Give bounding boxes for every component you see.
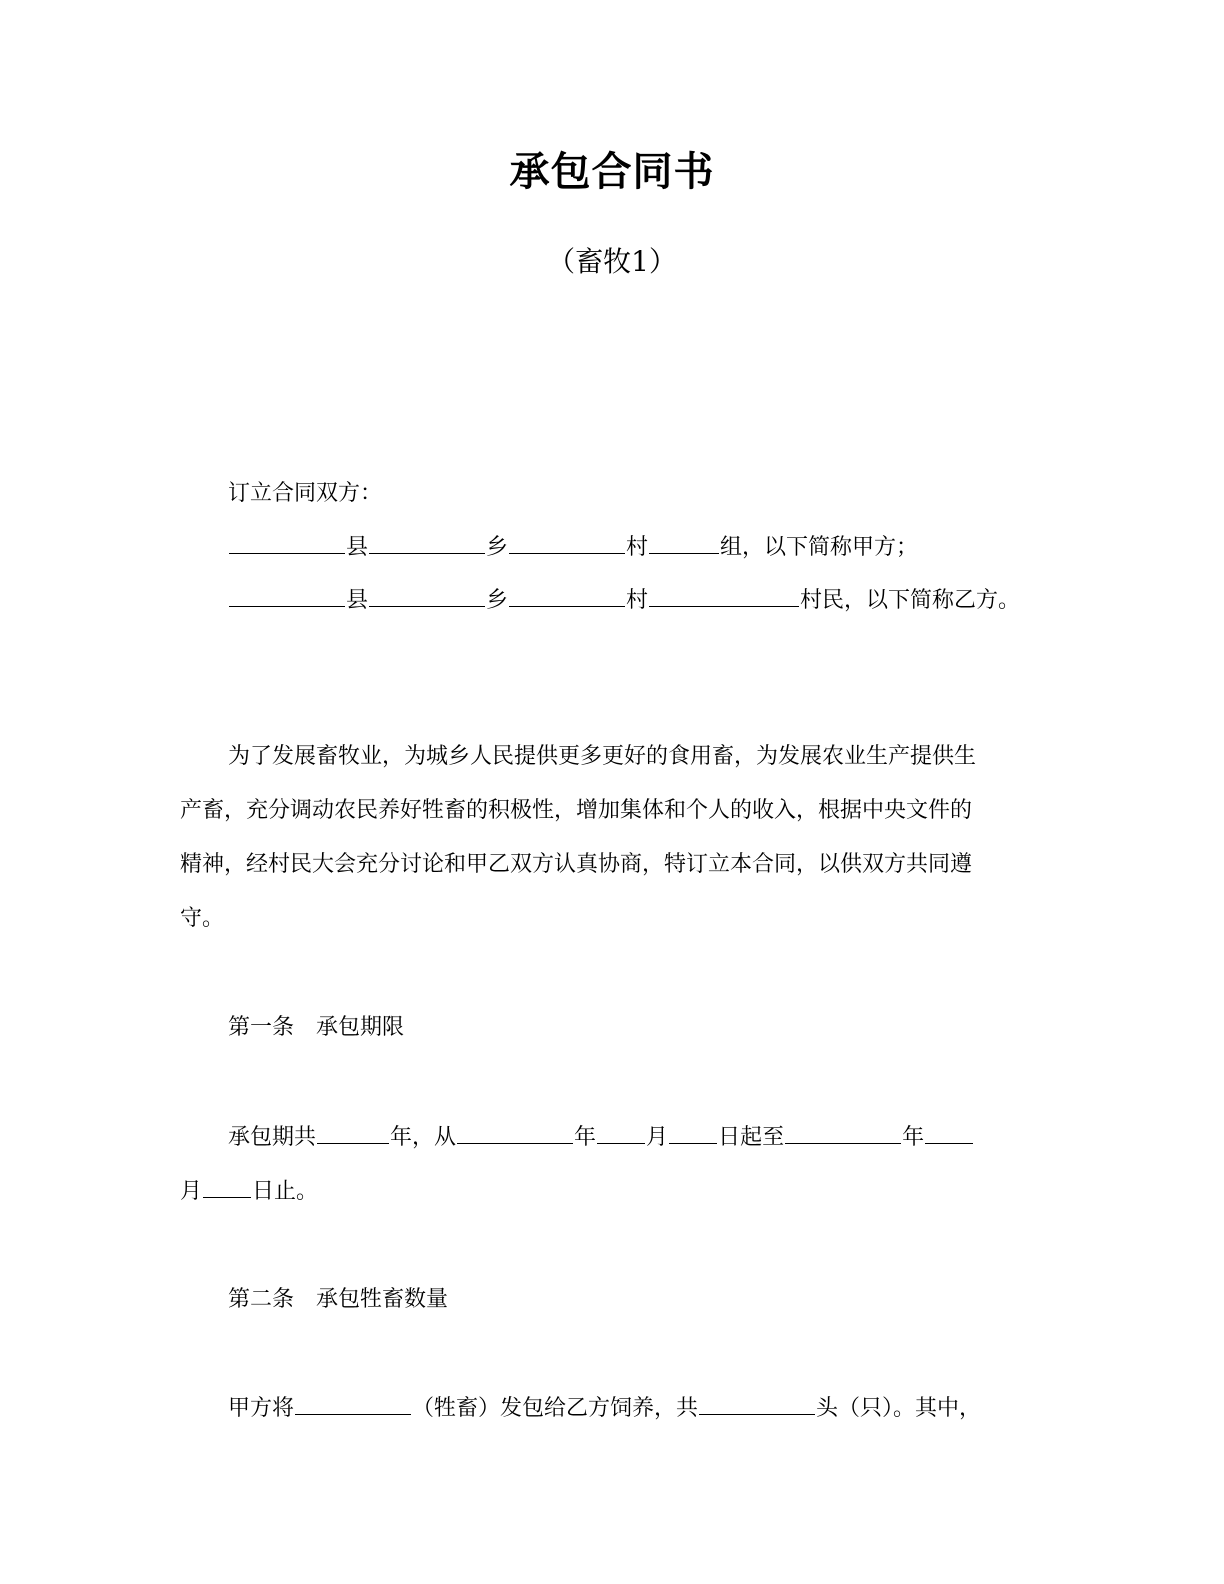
blank-field[interactable]	[597, 1121, 645, 1144]
label-township: 乡	[486, 588, 509, 613]
label-village: 村	[626, 588, 649, 613]
blank-field[interactable]	[229, 584, 345, 607]
label-group: 组，以下简称甲方；	[720, 535, 919, 560]
blank-field[interactable]	[457, 1121, 573, 1144]
article-1-heading: 第一条 承包期限	[228, 1015, 405, 1040]
blank-field[interactable]	[317, 1121, 389, 1144]
blank-field[interactable]	[509, 531, 625, 554]
label-village: 村	[626, 535, 649, 560]
parties-intro: 订立合同双方：	[228, 481, 383, 506]
text: 日起至	[718, 1125, 785, 1150]
blank-field[interactable]	[229, 531, 345, 554]
label-township: 乡	[486, 535, 509, 560]
label-villager: 村民，以下简称乙方。	[800, 588, 1021, 613]
text: 日止。	[252, 1179, 319, 1204]
document-title: 承包合同书	[509, 149, 715, 195]
blank-field[interactable]	[669, 1121, 717, 1144]
blank-field[interactable]	[203, 1175, 251, 1198]
party-b-line	[228, 584, 1088, 617]
blank-field[interactable]	[699, 1392, 815, 1415]
preamble-line-2: 产畜，充分调动农民养好牲畜的积极性，增加集体和个人的收入，根据中央文件的	[180, 798, 973, 823]
text: 月	[646, 1125, 669, 1150]
document-subtitle: （畜牧1）	[547, 245, 677, 278]
blank-field[interactable]	[369, 584, 485, 607]
text: 年	[574, 1125, 597, 1150]
text: 甲方将	[228, 1396, 295, 1421]
preamble-line-4: 守。	[180, 906, 225, 931]
label-county: 县	[346, 588, 369, 613]
text: 承包期共	[228, 1125, 317, 1150]
blank-field[interactable]	[509, 584, 625, 607]
blank-field[interactable]	[925, 1121, 973, 1144]
preamble-line-3: 精神，经村民大会充分讨论和甲乙双方认真协商，特订立本合同，以供双方共同遵	[180, 852, 973, 877]
blank-field[interactable]	[295, 1392, 411, 1415]
text: 月	[180, 1179, 203, 1204]
blank-field[interactable]	[369, 531, 485, 554]
text: （牲畜）发包给乙方饲养，共	[412, 1396, 699, 1421]
article-2-heading: 第二条 承包牲畜数量	[228, 1287, 449, 1312]
article-1-line-1	[228, 1121, 1088, 1154]
party-a-line	[228, 531, 1088, 564]
text: 年	[902, 1125, 925, 1150]
blank-field[interactable]	[649, 531, 719, 554]
text: 年，从	[390, 1125, 457, 1150]
preamble-line-1: 为了发展畜牧业，为城乡人民提供更多更好的食用畜，为发展农业生产提供生	[228, 744, 977, 769]
text: 头（只）。其中，	[816, 1396, 982, 1421]
article-1-line-2	[180, 1175, 1040, 1208]
blank-field[interactable]	[785, 1121, 901, 1144]
article-2-line-1	[228, 1392, 1088, 1425]
blank-field[interactable]	[649, 584, 799, 607]
label-county: 县	[346, 535, 369, 560]
